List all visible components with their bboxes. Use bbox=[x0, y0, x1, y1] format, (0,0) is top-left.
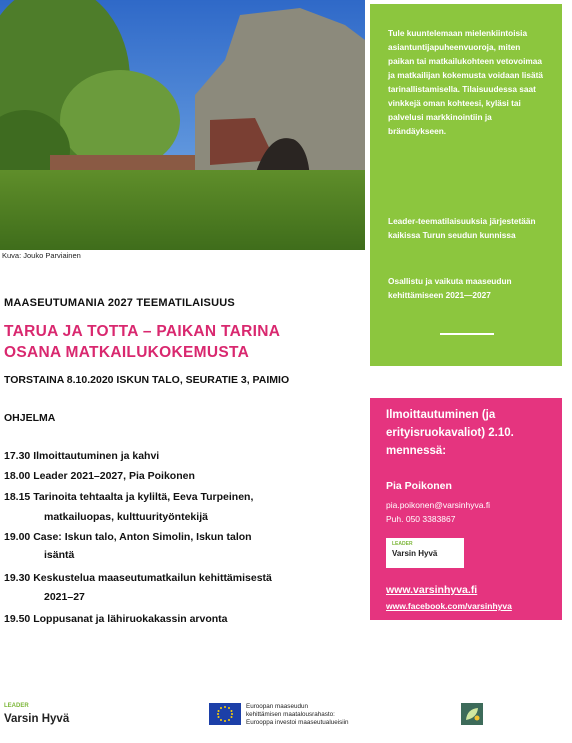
program-heading: OHJELMA bbox=[4, 412, 56, 424]
program-text: Keskustelua maaseutumatkailun kehittämisestä bbox=[33, 572, 272, 584]
leader-leaf-icon bbox=[461, 703, 483, 725]
divider bbox=[440, 333, 494, 335]
info-cta: Osallistu ja vaikuta maaseudun kehittämiseen 2021—2027 bbox=[388, 276, 512, 300]
castle-ruin-photo bbox=[0, 0, 365, 250]
program-item bbox=[4, 488, 253, 506]
program-item bbox=[4, 569, 272, 587]
program-text: Tarinoita tehtaalta ja kyliltä, Eeva Turpeinen, bbox=[33, 491, 254, 503]
event-date-place: TORSTAINA 8.10.2020 ISKUN TALO, SEURATIE 3, PAIMIO bbox=[4, 374, 290, 386]
registration-heading: Ilmoittautuminen (ja erityisruokavaliot) 2.10. mennessä: bbox=[386, 409, 514, 457]
program-time: 18.15 bbox=[4, 491, 31, 503]
registration-box bbox=[370, 398, 562, 620]
program-time: 19.00 bbox=[4, 531, 31, 543]
photo-credit: Kuva: Jouko Parviainen bbox=[2, 251, 81, 260]
program-text: Case: Iskun talo, Anton Simolin, Iskun talon bbox=[33, 531, 252, 543]
footer-leader-label: LEADER bbox=[4, 703, 29, 709]
contact-email[interactable]: pia.poikonen@varsinhyva.fi bbox=[386, 500, 491, 510]
info-intro: Tule kuuntelemaan mielenkiintoisia asiantuntijapuheenvuoroja, miten paikan tai matkailukohteen vetovoimaa ja matkailijan kokemusta voidaan lisätä tarinallistamisella. Tilaisuudessa saat vinkkejä oman kohteesi, kyläsi tai palvelusi markkinointiin ja brändäykseen. bbox=[388, 28, 543, 136]
program-time: 19.50 bbox=[4, 613, 31, 625]
info-series: Leader-teematilaisuuksia järjestetään kaikissa Turun seudun kunnissa bbox=[388, 216, 536, 240]
program-item bbox=[4, 467, 195, 485]
footer-brand-name: Varsin Hyvä bbox=[4, 713, 70, 725]
program-time: 19.30 bbox=[4, 572, 31, 584]
program-time: 17.30 bbox=[4, 450, 31, 462]
website-link[interactable]: www.varsinhyva.fi bbox=[386, 584, 478, 596]
program-text: Ilmoittautuminen ja kahvi bbox=[33, 450, 160, 462]
program-item bbox=[4, 610, 228, 628]
varsin-hyva-logo bbox=[386, 538, 464, 568]
program-item-continued: isäntä bbox=[44, 549, 75, 561]
event-eyebrow: MAASEUTUMANIA 2027 TEEMATILAISUUS bbox=[4, 297, 235, 309]
program-time: 18.00 bbox=[4, 470, 31, 482]
info-box bbox=[370, 4, 562, 366]
program-item-continued: 2021–27 bbox=[44, 591, 85, 603]
event-title-line-2: OSANA MATKAILUKOKEMUSTA bbox=[4, 344, 250, 361]
contact-name: Pia Poikonen bbox=[386, 480, 452, 492]
contact-phone: Puh. 050 3383867 bbox=[386, 514, 456, 524]
eu-funding-text: Euroopan maaseudun kehittämisen maatalousrahasto: Eurooppa investoi maaseutualueisiin bbox=[246, 703, 349, 726]
logo-leader-label: LEADER bbox=[392, 541, 413, 547]
program-text: Leader 2021–2027, Pia Poikonen bbox=[33, 470, 195, 482]
program-item bbox=[4, 447, 159, 465]
logo-brand-name: Varsin Hyvä bbox=[392, 549, 438, 558]
program-item bbox=[4, 528, 252, 546]
footer-varsin-hyva-logo bbox=[4, 703, 69, 727]
eu-flag-icon bbox=[209, 703, 241, 725]
facebook-link[interactable]: www.facebook.com/varsinhyva bbox=[386, 601, 512, 611]
program-text: Loppusanat ja lähiruokakassin arvonta bbox=[33, 613, 228, 625]
event-title-line-1: TARUA JA TOTTA – PAIKAN TARINA bbox=[4, 323, 281, 340]
event-title bbox=[4, 321, 280, 363]
program-item-continued: matkailuopas, kulttuurityöntekijä bbox=[44, 511, 208, 523]
